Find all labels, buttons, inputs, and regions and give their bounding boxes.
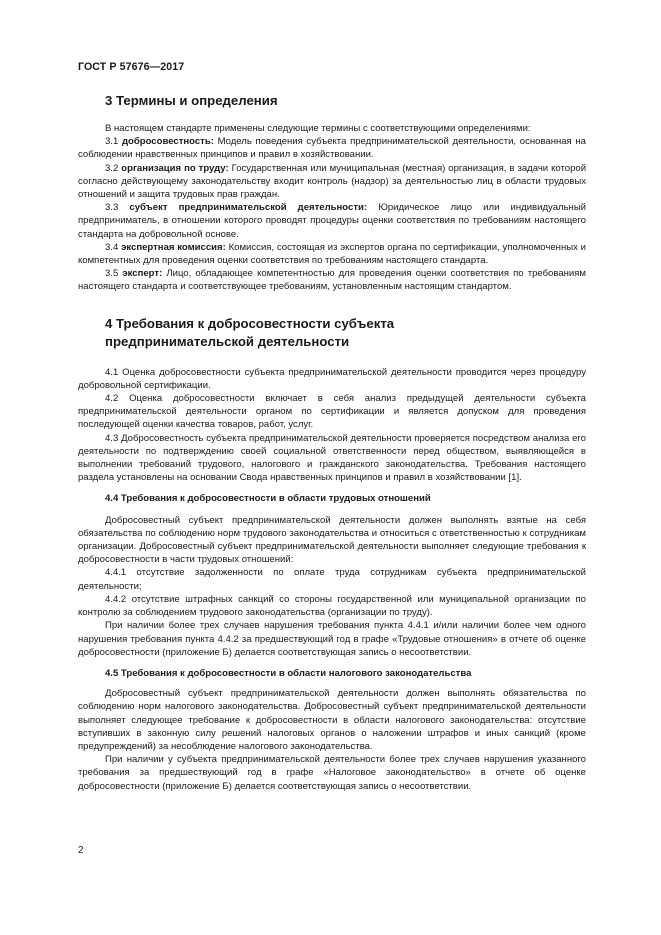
term-3-5: 3.5 эксперт: Лицо, обладающее компетентностью для проведения оценки соответствия по требованиям настоящего стандарта и соответствующее требованиям, установленным настоящим стандартом. — [78, 268, 586, 293]
section-4-heading-line1: 4 Требования к добросовестности субъекта — [105, 315, 395, 331]
term-3-4: 3.4 экспертная комиссия: Комиссия, состоящая из экспертов органа по сертификации, уполномоченных и компетентных для проведения оценки соответствия по требованиям настоящего стандарта. — [78, 241, 587, 267]
term-3-1-name: добросовестность: — [121, 136, 214, 148]
paragraph-4-5-intro: Добросовестный субъект предпринимательской деятельности должен выполнять обязательства по соблюдению норм налогового законодательства. Добросовестный субъект предпринимательской деятельности выполняет следующее требование к добросовестности в области налогового законодательства: отсутствие вступивших в законную силу решений налоговых органов о наложении штрафов и иных санкций (кроме предупреждений) за несоблюдение налогового законодательства. — [78, 688, 586, 752]
term-3-1: 3.1 добросовестность: Модель поведения субъекта предпринимательской деятельности, основанная на соблюдении нравственных принципов и правил в хозяйствовании. — [78, 136, 586, 161]
paragraph-4-4-violations: При наличии более трех случаев нарушения требования пункта 4.4.1 и/или наличии более чем одного нарушения требования пункта 4.4.2 за предшествующий год в графе «Трудовые отношения» в отчете об оценке добросовестности (приложение Б) делается соответствующая запись о несоответствии. — [78, 620, 586, 658]
section-4-heading-line2: предпринимательской деятельности — [105, 333, 350, 349]
subsection-4-5-heading: 4.5 Требования к добросовестности в области налогового законодательства — [105, 667, 472, 679]
paragraph-4-1: 4.1 Оценка добросовестности субъекта предпринимательской деятельности проводится через процедуру добровольной сертификации. — [78, 366, 586, 391]
section-3-heading: 3 Термины и определения — [105, 93, 278, 108]
document-header: ГОСТ Р 57676—2017 — [78, 61, 185, 73]
page-content — [78, 92, 586, 793]
subsection-4-4-heading: 4.4 Требования к добросовестности в области трудовых отношений — [105, 493, 431, 505]
term-3-2-name: организация по труду: — [121, 162, 229, 174]
section-4-heading — [105, 315, 586, 351]
paragraph-4-2: 4.2 Оценка добросовестности включает в себя анализ предыдущей деятельности субъекта предпринимательской деятельности органом по сертификации и является допуском для проведения последующей оценки качества товаров, работ, услуг. — [78, 393, 586, 431]
term-3-3: 3.3 субъект предпринимательской деятельности: Юридическое лицо или индивидуальный предприниматель, в отношении которого проводят процедуры оценки соответствия по требованиям настоящего стандарта на добровольной основе. — [78, 202, 587, 240]
paragraph-4-4-1: 4.4.1 отсутствие задолженности по оплате труда сотрудникам субъекта предпринимательской деятельности; — [78, 567, 586, 592]
paragraph-4-4-intro: Добросовестный субъект предпринимательской деятельности должен выполнять взятые на себя обязательства по соблюдению норм трудового законодательства и относиться с ответственностью к сотрудникам организации. Добросовестный субъект предпринимательской деятельности выполняет следующие требования к добросовестности в части трудовых отношений: — [78, 514, 586, 566]
term-3-5-name: эксперт: — [122, 268, 163, 280]
page-number: 2 — [78, 845, 84, 856]
term-3-3-name: субъект предпринимательской деятельности: — [129, 202, 368, 214]
term-3-4-name: экспертная комиссия: — [121, 241, 226, 253]
paragraph-4-3: 4.3 Добросовестность субъекта предпринимательской деятельности проверяется посредством анализа его деятельности по подтверждению своей социальной ответственности перед обществом, выявляющейся в выполнении требований трудового, налогового и гражданского законодательства. Требования настоящего раздела установлены на основании Свода нравственных принципов и правил в хозяйствовании [1]. — [78, 432, 586, 484]
paragraph-4-5-violations: При наличии у субъекта предпринимательской деятельности более трех случаев нарушения указанного требования за предшествующий год в графе «Налоговое законодательство» в отчете об оценке добросовестности (приложение Б) делается соответствующая запись о несоответствии. — [78, 754, 586, 792]
section-3-intro: В настоящем стандарте применены следующие термины с соответствующими определениями: — [105, 123, 531, 134]
paragraph-4-4-2: 4.4.2 отсутствие штрафных санкций со стороны государственной или муниципальной организации по контролю за соблюдением трудового законодательства (организации по труду). — [78, 593, 586, 619]
term-3-2: 3.2 организация по труду: Государственная или муниципальная (местная) организация, в задачи которой согласно действующему законодательству входит контроль (надзор) за деятельностью лиц в области трудовых отношений и защита трудовых прав граждан. — [78, 162, 587, 201]
